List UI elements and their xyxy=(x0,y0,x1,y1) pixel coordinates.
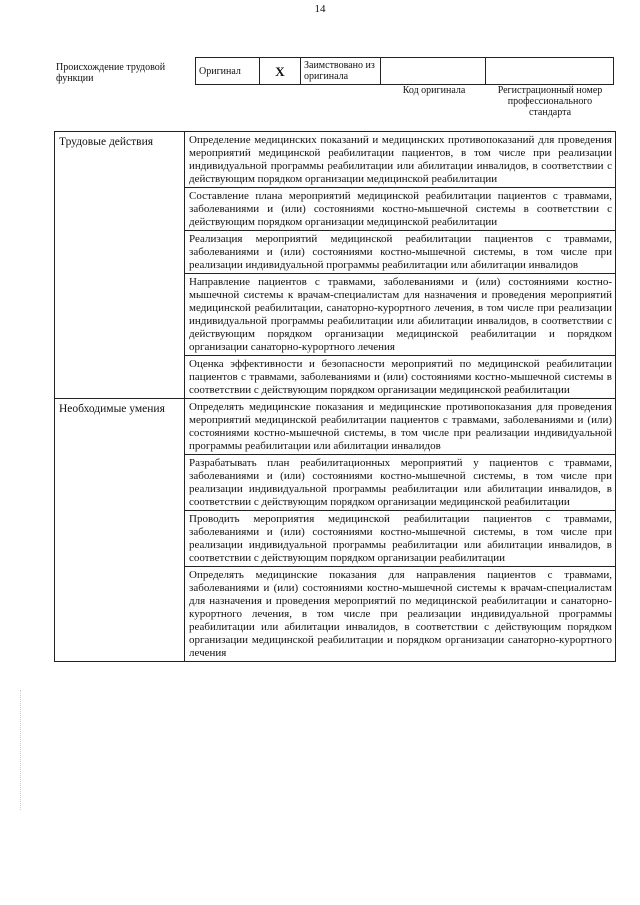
page-number: 14 xyxy=(314,3,326,15)
required-skill-item: Определять медицинские показания для направления пациентов с травмами, заболеваниями и (или) состояниями костно-мышечной системы к врачам-специалистам для назначения и проведения мероприятий по медицинской реабилитации и санаторно-курортного лечения, в том числе при реализации индивидуальной программы реабилитации или абилитации инвалидов, в соответствии с действующим порядком организации медицинской реабилитации и порядком организации санаторно-курортного лечения xyxy=(185,567,616,662)
origin-label: Происхождение трудовой функции xyxy=(56,62,166,84)
labor-action-item: Составление плана мероприятий медицинской реабилитации пациентов с травмами, заболеваниями и (или) состояниями костно-мышечной системы в соответствии с действующим порядком организации медицинской реабилитации xyxy=(185,188,616,231)
required-skill-item: Определять медицинские показания и медицинские противопоказания для проведения мероприятий медицинской реабилитации пациентов с травмами, заболеваниями и (или) состояниями костно-мышечной системы, в том числе при реализации индивидуальной программы реабилитации или абилитации инвалидов xyxy=(185,399,616,455)
margin-mark xyxy=(20,690,22,810)
origin-reg-number-cell xyxy=(486,58,614,85)
section-label-labor-actions: Трудовые действия xyxy=(55,132,185,399)
origin-code-label: Код оригинала xyxy=(402,85,466,96)
origin-borrowed-cell: Заимствовано из оригинала xyxy=(301,58,381,85)
function-table xyxy=(54,131,616,662)
required-skill-item: Проводить мероприятия медицинской реабилитации пациентов с травмами, заболеваниями и (или) состояниями костно-мышечной системы, в том числе при реализации индивидуальной программы реабилитации или абилитации инвалидов, в соответствии с действующим порядком организации реабилитации xyxy=(185,511,616,567)
required-skill-item: Разрабатывать план реабилитационных мероприятий у пациентов с травмами, заболеваниями и (или) состояниями костно-мышечной системы, в том числе при реализации индивидуальной программы реабилитации или абилитации инвалидов, в соответствии с действующим порядком организации медицинской реабилитации xyxy=(185,455,616,511)
origin-table xyxy=(195,57,614,85)
labor-action-item: Направление пациентов с травмами, заболеваниями и (или) состояниями костно-мышечной системы к врачам-специалистам для назначения и проведения мероприятий медицинской реабилитации, санаторно-курортного лечения, в том числе при реализации индивидуальной программы реабилитации или абилитации инвалидов, в соответствии с действующим порядком организации медицинской реабилитации и порядком организации санаторно-курортного лечения xyxy=(185,274,616,356)
origin-original-mark: X xyxy=(260,58,301,85)
table-row xyxy=(55,132,616,188)
labor-action-item: Определение медицинских показаний и медицинских противопоказаний для проведения мероприятий медицинской реабилитации пациентов, в том числе при реализации индивидуальной программы реабилитации или абилитации инвалидов, в соответствии с действующим порядком организации медицинской реабилитации xyxy=(185,132,616,188)
origin-code-cell xyxy=(381,58,486,85)
labor-action-item: Оценка эффективности и безопасности мероприятий по медицинской реабилитации пациентов с травмами, заболеваниями и (или) состояниями костно-мышечной системы в соответствии с действующим порядком организации медицинской реабилитации xyxy=(185,356,616,399)
labor-action-item: Реализация мероприятий медицинской реабилитации пациентов с травмами, заболеваниями и (или) состояниями костно-мышечной системы, в том числе при реализации индивидуальной программы реабилитации или абилитации инвалидов xyxy=(185,231,616,274)
section-label-required-skills: Необходимые умения xyxy=(55,399,185,662)
table-row xyxy=(55,399,616,455)
origin-original-cell: Оригинал xyxy=(196,58,260,85)
origin-reg-label: Регистрационный номер профессионального стандарта xyxy=(497,85,603,118)
